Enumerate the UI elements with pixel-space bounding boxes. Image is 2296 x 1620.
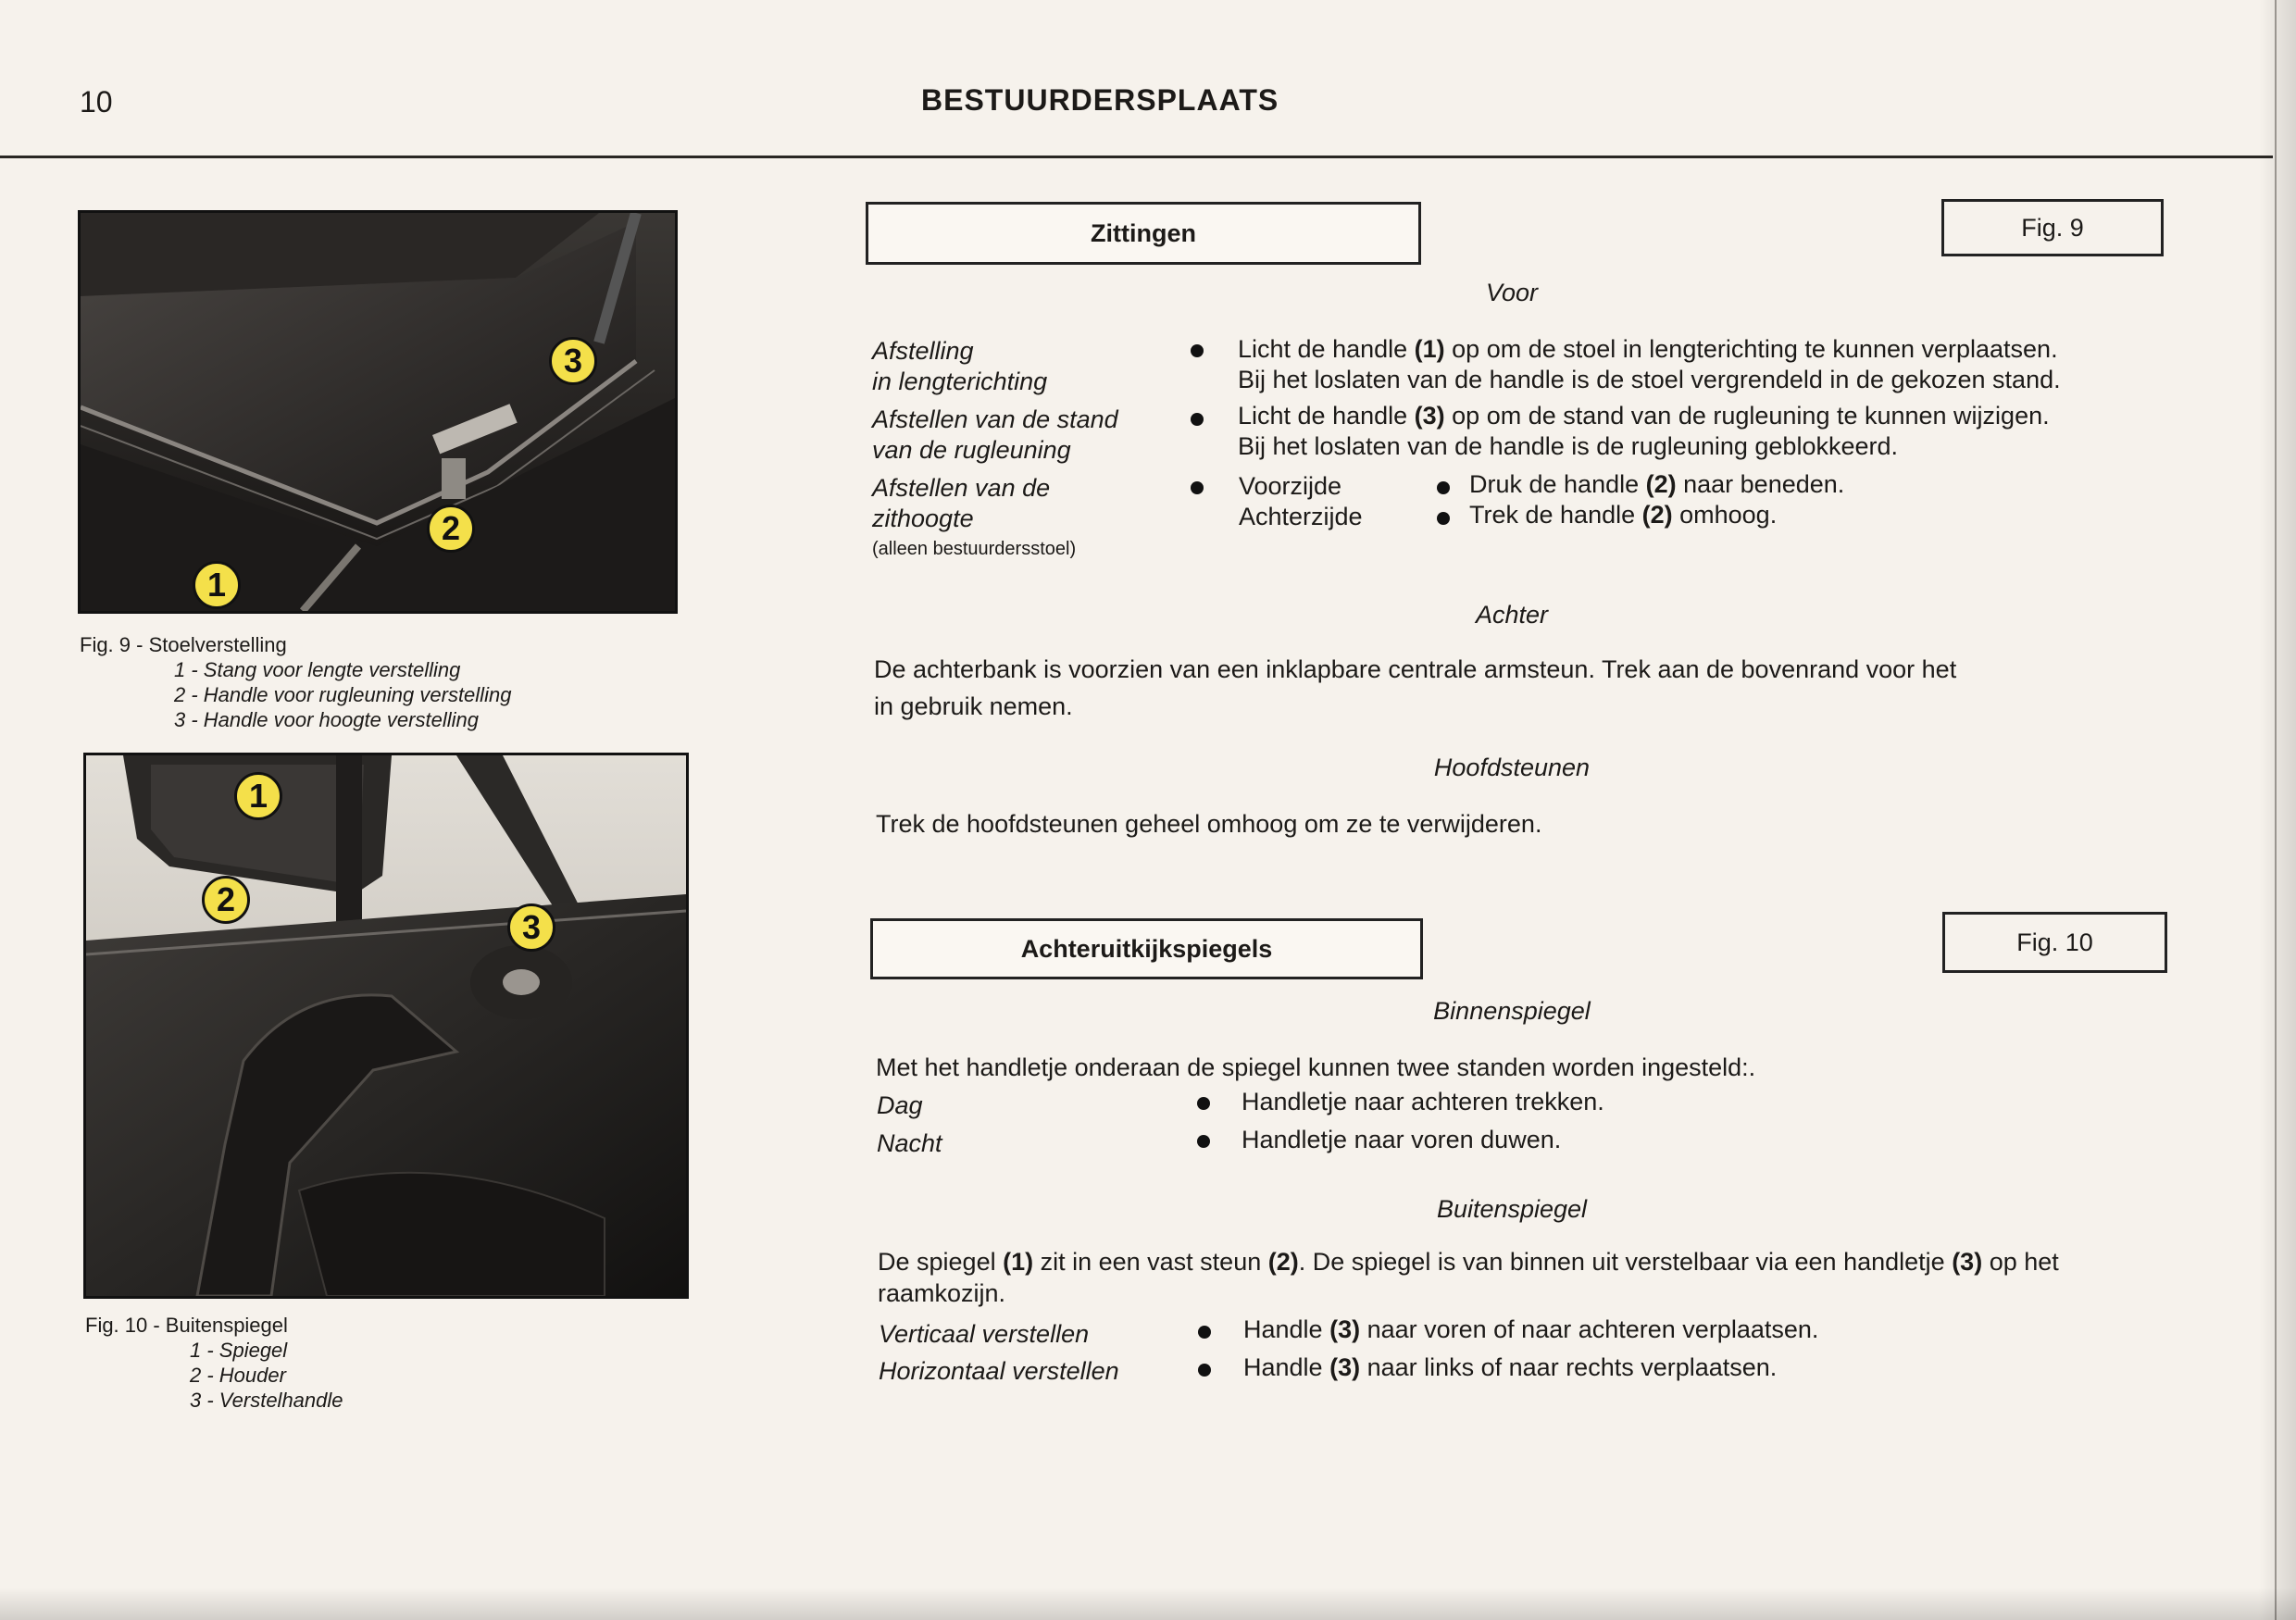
label-nacht: Nacht [877, 1129, 942, 1157]
page-edge-shadow [2259, 0, 2296, 1620]
fig10-callout-1: 1 [234, 772, 282, 820]
text-horizontaal: Handle (3) naar links of naar rechts verplaatsen. [1243, 1353, 1778, 1381]
header-rule [0, 156, 2273, 158]
fig9-caption [80, 632, 287, 657]
text-hoofdsteunen: Trek de hoofdsteunen geheel omhoog om ze te verwijderen. [876, 810, 1542, 838]
bullet-icon [1197, 1135, 1210, 1153]
bullet-icon [1198, 1364, 1211, 1381]
text-afstellen-rugleuning: Licht de handle (3) op om de stand van de rugleuning te kunnen wijzigen. Bij het loslaten van de handle is de rugleuning geblokkeerd. [1238, 402, 2050, 460]
text-buitenspiegel: De spiegel (1) zit in een vast steun (2). De spiegel is van binnen uit verstelbaar via een handletje (3) op het raamkozijn. [878, 1248, 2059, 1307]
label-horizontaal: Horizontaal verstellen [879, 1357, 1119, 1385]
seat-photo-illustration [81, 213, 675, 611]
fig9-photo [78, 210, 678, 614]
text-achter: De achterbank is voorzien van een inklapbare centrale armsteun. Trek aan de bovenrand voor het in gebruik nemen. [874, 655, 1957, 720]
fig10-caption-items [190, 1338, 343, 1413]
page-fold-line [2275, 0, 2277, 1620]
bullet-icon [1191, 481, 1204, 499]
subheading-binnenspiegel: Binnenspiegel [1433, 997, 1591, 1025]
label-verticaal: Verticaal verstellen [879, 1320, 1090, 1348]
bullet-icon [1191, 413, 1204, 430]
fig9-callout-1: 1 [193, 561, 241, 609]
fig9-callout-3: 3 [549, 337, 597, 385]
fig9-callout-2: 2 [427, 505, 475, 553]
page-number: 10 [80, 85, 113, 118]
fig10-caption-item: 1 - Spiegel [190, 1339, 288, 1362]
subheading-achter: Achter [1475, 601, 1549, 629]
subheading-hoofdsteunen: Hoofdsteunen [1433, 754, 1591, 781]
mirror-photo-illustration [86, 755, 686, 1296]
text-nacht: Handletje naar voren duwen. [1242, 1126, 1562, 1153]
fig9-caption-items [174, 657, 511, 732]
bullet-icon [1191, 344, 1204, 362]
fig10-callout-3: 3 [507, 903, 555, 952]
fig10-callout-2: 2 [202, 876, 250, 924]
sub-texts-zithoogte: Druk de handle (2) naar beneden. Trek de handle (2) omhoog. [1469, 470, 1845, 529]
fig9-caption-item: 1 - Stang voor lengte verstelling [174, 658, 461, 681]
section-heading-spiegels: Achteruitkijkspiegels [870, 918, 1423, 979]
text-binnenspiegel: Met het handletje onderaan de spiegel kunnen twee standen worden ingesteld:. [876, 1053, 1756, 1081]
fig10-caption-item: 2 - Houder [190, 1364, 286, 1387]
text-dag: Handletje naar achteren trekken. [1242, 1088, 1604, 1115]
fig9-caption-item: 3 - Handle voor hoogte verstelling [174, 708, 479, 731]
text-verticaal: Handle (3) naar voren of naar achteren verplaatsen. [1243, 1315, 1819, 1343]
label-dag: Dag [877, 1091, 923, 1119]
fig-ref-10: Fig. 10 [1942, 912, 2167, 973]
subheading-buitenspiegel: Buitenspiegel [1436, 1195, 1588, 1223]
bullet-icon [1197, 1097, 1210, 1115]
section-heading-zittingen: Zittingen [866, 202, 1421, 265]
page-bottom-shadow [0, 1588, 2296, 1620]
page-title: BESTUURDERSPLAATS [921, 83, 1279, 117]
label-afstellen-zithoogte: Afstellen van de zithoogte (alleen bestuurdersstoel) [872, 473, 1076, 565]
text-afstelling-lengte: Licht de handle (1) op om de stoel in lengterichting te kunnen verplaatsen. Bij het loslaten van de handle is de stoel vergrendeld in de gekozen stand. [1238, 335, 2061, 393]
bullet-icon [1437, 512, 1450, 530]
subheading-voor: Voor [1485, 279, 1539, 306]
fig9-caption-item: 2 - Handle voor rugleuning verstelling [174, 683, 512, 706]
fig10-caption [85, 1313, 288, 1338]
fig10-caption-item: 3 - Verstelhandle [190, 1389, 343, 1412]
bullet-icon [1198, 1326, 1211, 1343]
fig9-caption-title: Fig. 9 - Stoelverstelling [80, 633, 287, 656]
fig-ref-9: Fig. 9 [1941, 199, 2164, 256]
label-note: (alleen bestuurdersstoel) [872, 539, 1077, 559]
label-afstelling-lengte: Afstelling in lengterichting [872, 337, 1048, 395]
bullet-icon [1437, 481, 1450, 499]
fig10-photo [83, 753, 689, 1299]
label-afstellen-rugleuning: Afstellen van de stand van de rugleuning [872, 405, 1118, 464]
sub-labels-zithoogte: Voorzijde Achterzijde [1239, 472, 1363, 530]
fig10-caption-title: Fig. 10 - Buitenspiegel [85, 1314, 288, 1337]
